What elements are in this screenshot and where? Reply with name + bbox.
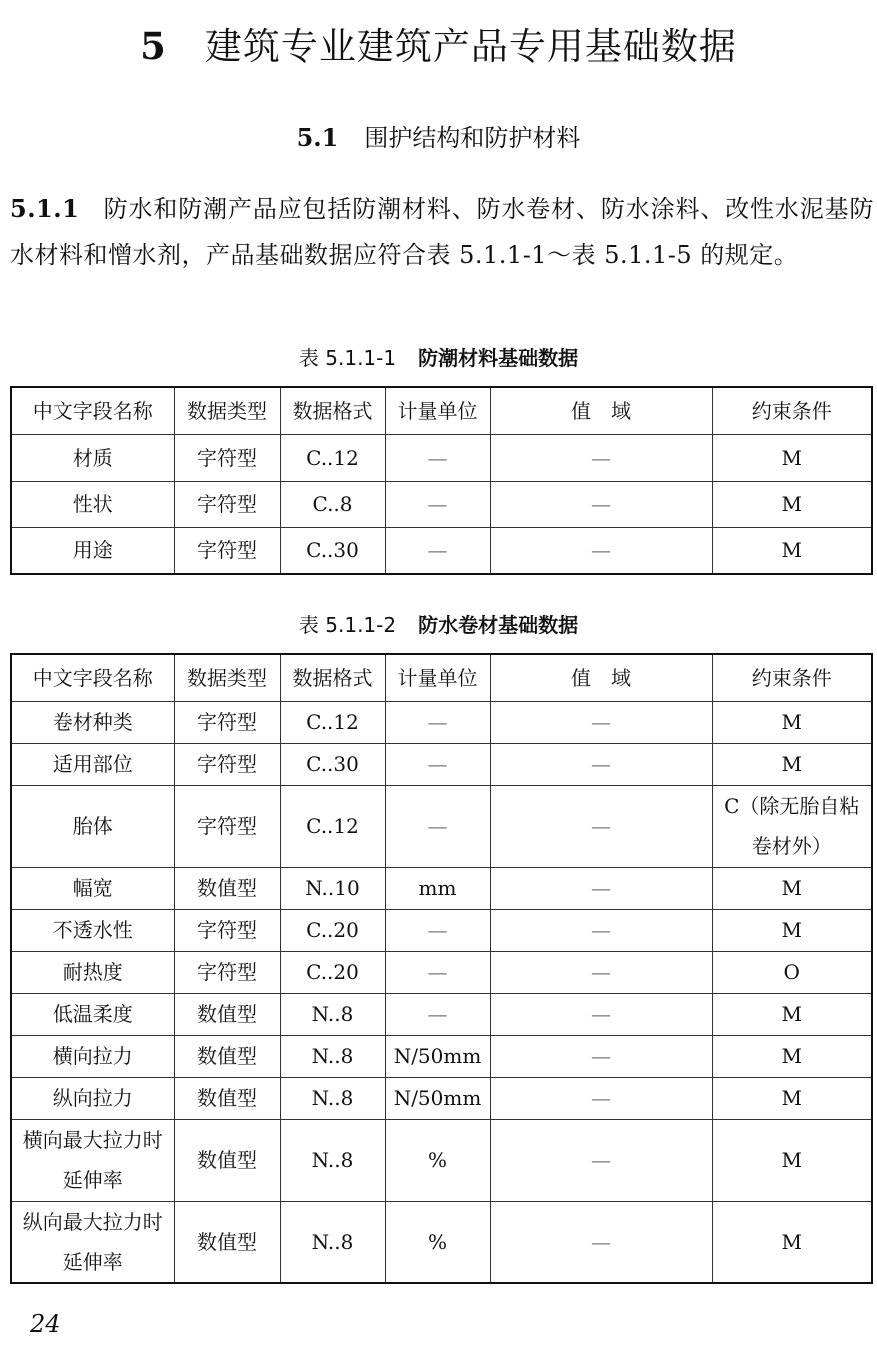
cell: 幅宽 (11, 867, 174, 909)
column-header: 数据类型 (174, 387, 280, 434)
cell: mm (385, 867, 490, 909)
table-waterproof-membranes (10, 653, 873, 1284)
cell: 数值型 (174, 1201, 280, 1283)
section-heading (0, 118, 877, 158)
table-row (11, 785, 872, 867)
cell: 数值型 (174, 1035, 280, 1077)
column-header: 值 域 (490, 654, 712, 701)
column-header: 约束条件 (712, 387, 872, 434)
column-header: 约束条件 (712, 654, 872, 701)
cell: 耐热度 (11, 951, 174, 993)
table-row (11, 701, 872, 743)
column-header: 值 域 (490, 387, 712, 434)
table-caption-number: 表 5.1.1-2 (298, 613, 397, 637)
cell: C..12 (280, 785, 385, 867)
cell: 材质 (11, 434, 174, 481)
cell: 胎体 (11, 785, 174, 867)
cell: 数值型 (174, 1077, 280, 1119)
cell: 数值型 (174, 867, 280, 909)
cell: — (490, 1201, 712, 1283)
cell: C..20 (280, 951, 385, 993)
table-row (11, 1035, 872, 1077)
cell: 横向最大拉力时延伸率 (11, 1119, 174, 1201)
column-header: 计量单位 (385, 387, 490, 434)
cell: — (490, 785, 712, 867)
clause-number: 5.1.1 (10, 194, 80, 223)
cell: M (712, 701, 872, 743)
column-header: 数据格式 (280, 654, 385, 701)
chapter-number: 5 (140, 24, 167, 68)
cell: 纵向拉力 (11, 1077, 174, 1119)
column-header: 数据类型 (174, 654, 280, 701)
cell: — (490, 951, 712, 993)
table-row (11, 867, 872, 909)
column-header: 中文字段名称 (11, 654, 174, 701)
table-caption-title: 防水卷材基础数据 (418, 613, 579, 637)
table-row (11, 434, 872, 481)
cell: N/50mm (385, 1035, 490, 1077)
column-header: 数据格式 (280, 387, 385, 434)
cell: M (712, 481, 872, 527)
cell: — (385, 993, 490, 1035)
cell: M (712, 909, 872, 951)
section-title: 围护结构和防护材料 (364, 124, 581, 152)
cell: N..8 (280, 1077, 385, 1119)
cell: — (385, 951, 490, 993)
cell: M (712, 1035, 872, 1077)
table-row (11, 1201, 872, 1283)
cell: N..8 (280, 1201, 385, 1283)
cell: — (490, 527, 712, 574)
cell: 字符型 (174, 527, 280, 574)
table-row (11, 993, 872, 1035)
cell: — (385, 434, 490, 481)
cell: M (712, 527, 872, 574)
cell: 字符型 (174, 785, 280, 867)
cell: — (490, 909, 712, 951)
table-caption (0, 610, 877, 640)
table-row (11, 1119, 872, 1201)
cell: 卷材种类 (11, 701, 174, 743)
table-header-row (11, 387, 872, 434)
cell: 性状 (11, 481, 174, 527)
cell: — (490, 434, 712, 481)
cell: % (385, 1201, 490, 1283)
cell: C..12 (280, 701, 385, 743)
cell: — (385, 909, 490, 951)
cell: 字符型 (174, 434, 280, 481)
table-row (11, 909, 872, 951)
cell: — (490, 743, 712, 785)
cell: — (490, 993, 712, 1035)
cell: C..12 (280, 434, 385, 481)
cell: — (490, 1119, 712, 1201)
table-caption-number: 表 5.1.1-1 (298, 346, 397, 370)
cell: — (385, 527, 490, 574)
cell: C..30 (280, 527, 385, 574)
cell: — (490, 701, 712, 743)
cell: O (712, 951, 872, 993)
cell: 纵向最大拉力时延伸率 (11, 1201, 174, 1283)
table-caption (0, 343, 877, 373)
cell: C..30 (280, 743, 385, 785)
cell: C..20 (280, 909, 385, 951)
cell: C（除无胎自粘卷材外） (712, 785, 872, 867)
page-number: 24 (30, 1310, 61, 1338)
cell: 数值型 (174, 993, 280, 1035)
cell: N..10 (280, 867, 385, 909)
cell: 字符型 (174, 951, 280, 993)
cell: M (712, 1201, 872, 1283)
cell: M (712, 1077, 872, 1119)
cell: N..8 (280, 1035, 385, 1077)
clause-text: 防水和防潮产品应包括防潮材料、防水卷材、防水涂料、改性水泥基防水材料和憎水剂，产品基础数据应符合表 5.1.1-1～表 5.1.1-5 的规定。 (10, 195, 874, 269)
cell: 字符型 (174, 701, 280, 743)
cell: — (490, 867, 712, 909)
cell: N/50mm (385, 1077, 490, 1119)
cell: M (712, 434, 872, 481)
cell: 字符型 (174, 481, 280, 527)
cell: N..8 (280, 993, 385, 1035)
cell: 横向拉力 (11, 1035, 174, 1077)
cell: 适用部位 (11, 743, 174, 785)
cell: — (490, 481, 712, 527)
section-number: 5.1 (296, 123, 339, 152)
cell: — (385, 701, 490, 743)
cell: 字符型 (174, 909, 280, 951)
cell: 数值型 (174, 1119, 280, 1201)
table-moisture-proof-materials (10, 386, 873, 575)
cell: C..8 (280, 481, 385, 527)
table-row (11, 1077, 872, 1119)
table-row (11, 481, 872, 527)
cell: % (385, 1119, 490, 1201)
cell: — (385, 785, 490, 867)
table-header-row (11, 654, 872, 701)
table-caption-title: 防潮材料基础数据 (418, 346, 579, 370)
cell: — (385, 743, 490, 785)
cell: M (712, 867, 872, 909)
cell: 字符型 (174, 743, 280, 785)
chapter-title: 建筑专业建筑产品专用基础数据 (204, 25, 737, 68)
cell: 不透水性 (11, 909, 174, 951)
column-header: 计量单位 (385, 654, 490, 701)
cell: M (712, 1119, 872, 1201)
cell: N..8 (280, 1119, 385, 1201)
cell: — (490, 1077, 712, 1119)
clause-paragraph (10, 186, 874, 278)
table-row (11, 951, 872, 993)
cell: — (385, 481, 490, 527)
cell: 低温柔度 (11, 993, 174, 1035)
table-row (11, 527, 872, 574)
cell: — (490, 1035, 712, 1077)
cell: 用途 (11, 527, 174, 574)
column-header: 中文字段名称 (11, 387, 174, 434)
chapter-heading (0, 18, 877, 75)
cell: M (712, 993, 872, 1035)
table-row (11, 743, 872, 785)
cell: M (712, 743, 872, 785)
